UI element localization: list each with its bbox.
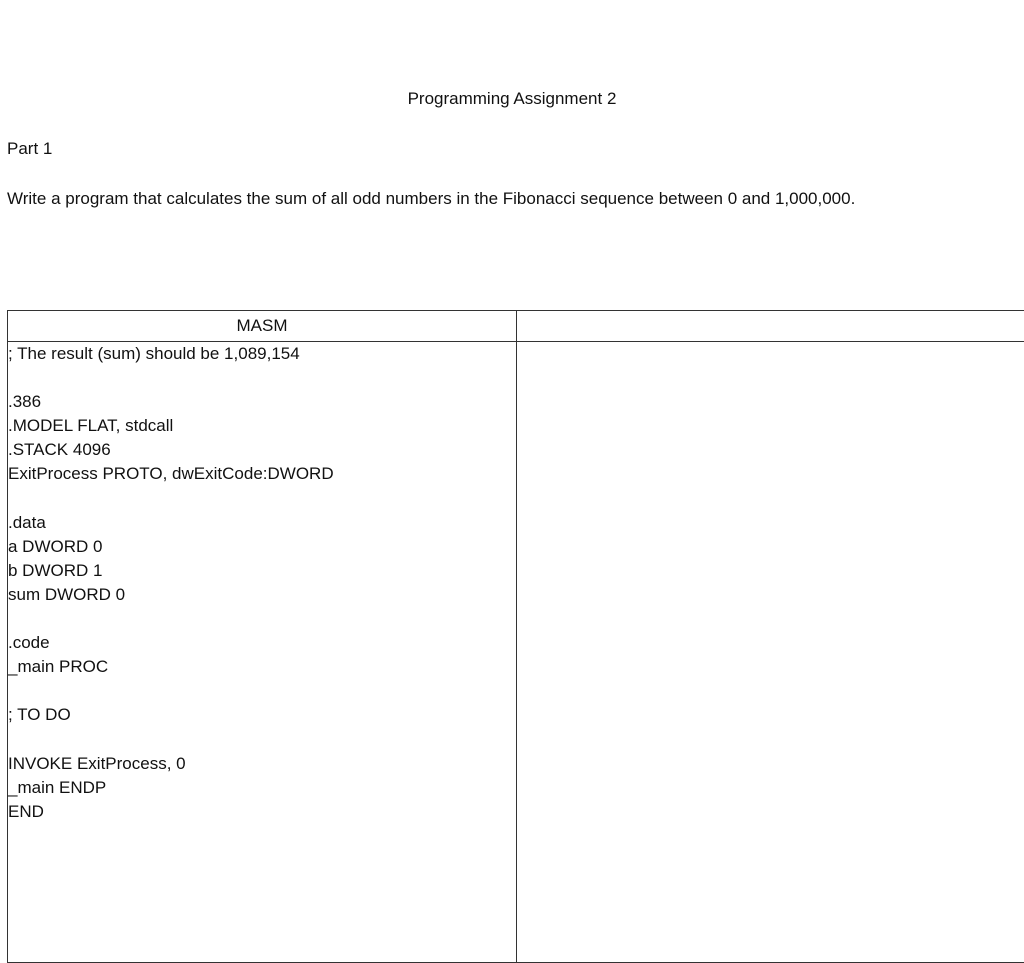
code-table xyxy=(7,310,1024,963)
code-line xyxy=(8,679,516,703)
code-line xyxy=(8,366,516,390)
code-line: .data xyxy=(8,511,516,535)
masm-code-cell xyxy=(8,342,517,963)
code-line: ExitProcess PROTO, dwExitCode:DWORD xyxy=(8,462,516,486)
code-line: .MODEL FLAT, stdcall xyxy=(8,414,516,438)
code-line: sum DWORD 0 xyxy=(8,583,516,607)
code-line xyxy=(8,487,516,511)
code-line: _main ENDP xyxy=(8,776,516,800)
code-line: .386 xyxy=(8,390,516,414)
assignment-instructions: Write a program that calculates the sum of all odd numbers in the Fibonacci sequence between 0 and 1,000,000. xyxy=(7,186,1007,212)
code-line: _main PROC xyxy=(8,655,516,679)
masm-column-header: MASM xyxy=(8,311,517,342)
code-line: ; The result (sum) should be 1,089,154 xyxy=(8,342,516,366)
table-body-row xyxy=(8,342,1024,963)
code-line: END xyxy=(8,800,516,824)
document-title: Programming Assignment 2 xyxy=(0,88,1024,110)
empty-column-header xyxy=(517,311,1024,342)
code-line: b DWORD 1 xyxy=(8,559,516,583)
code-line: ; TO DO xyxy=(8,703,516,727)
table-header-row xyxy=(8,311,1024,342)
code-line: .code xyxy=(8,631,516,655)
code-line: a DWORD 0 xyxy=(8,535,516,559)
code-line: .STACK 4096 xyxy=(8,438,516,462)
code-line: INVOKE ExitProcess, 0 xyxy=(8,752,516,776)
code-line xyxy=(8,728,516,752)
code-line xyxy=(8,607,516,631)
empty-right-cell xyxy=(517,342,1024,963)
section-heading: Part 1 xyxy=(7,138,52,160)
